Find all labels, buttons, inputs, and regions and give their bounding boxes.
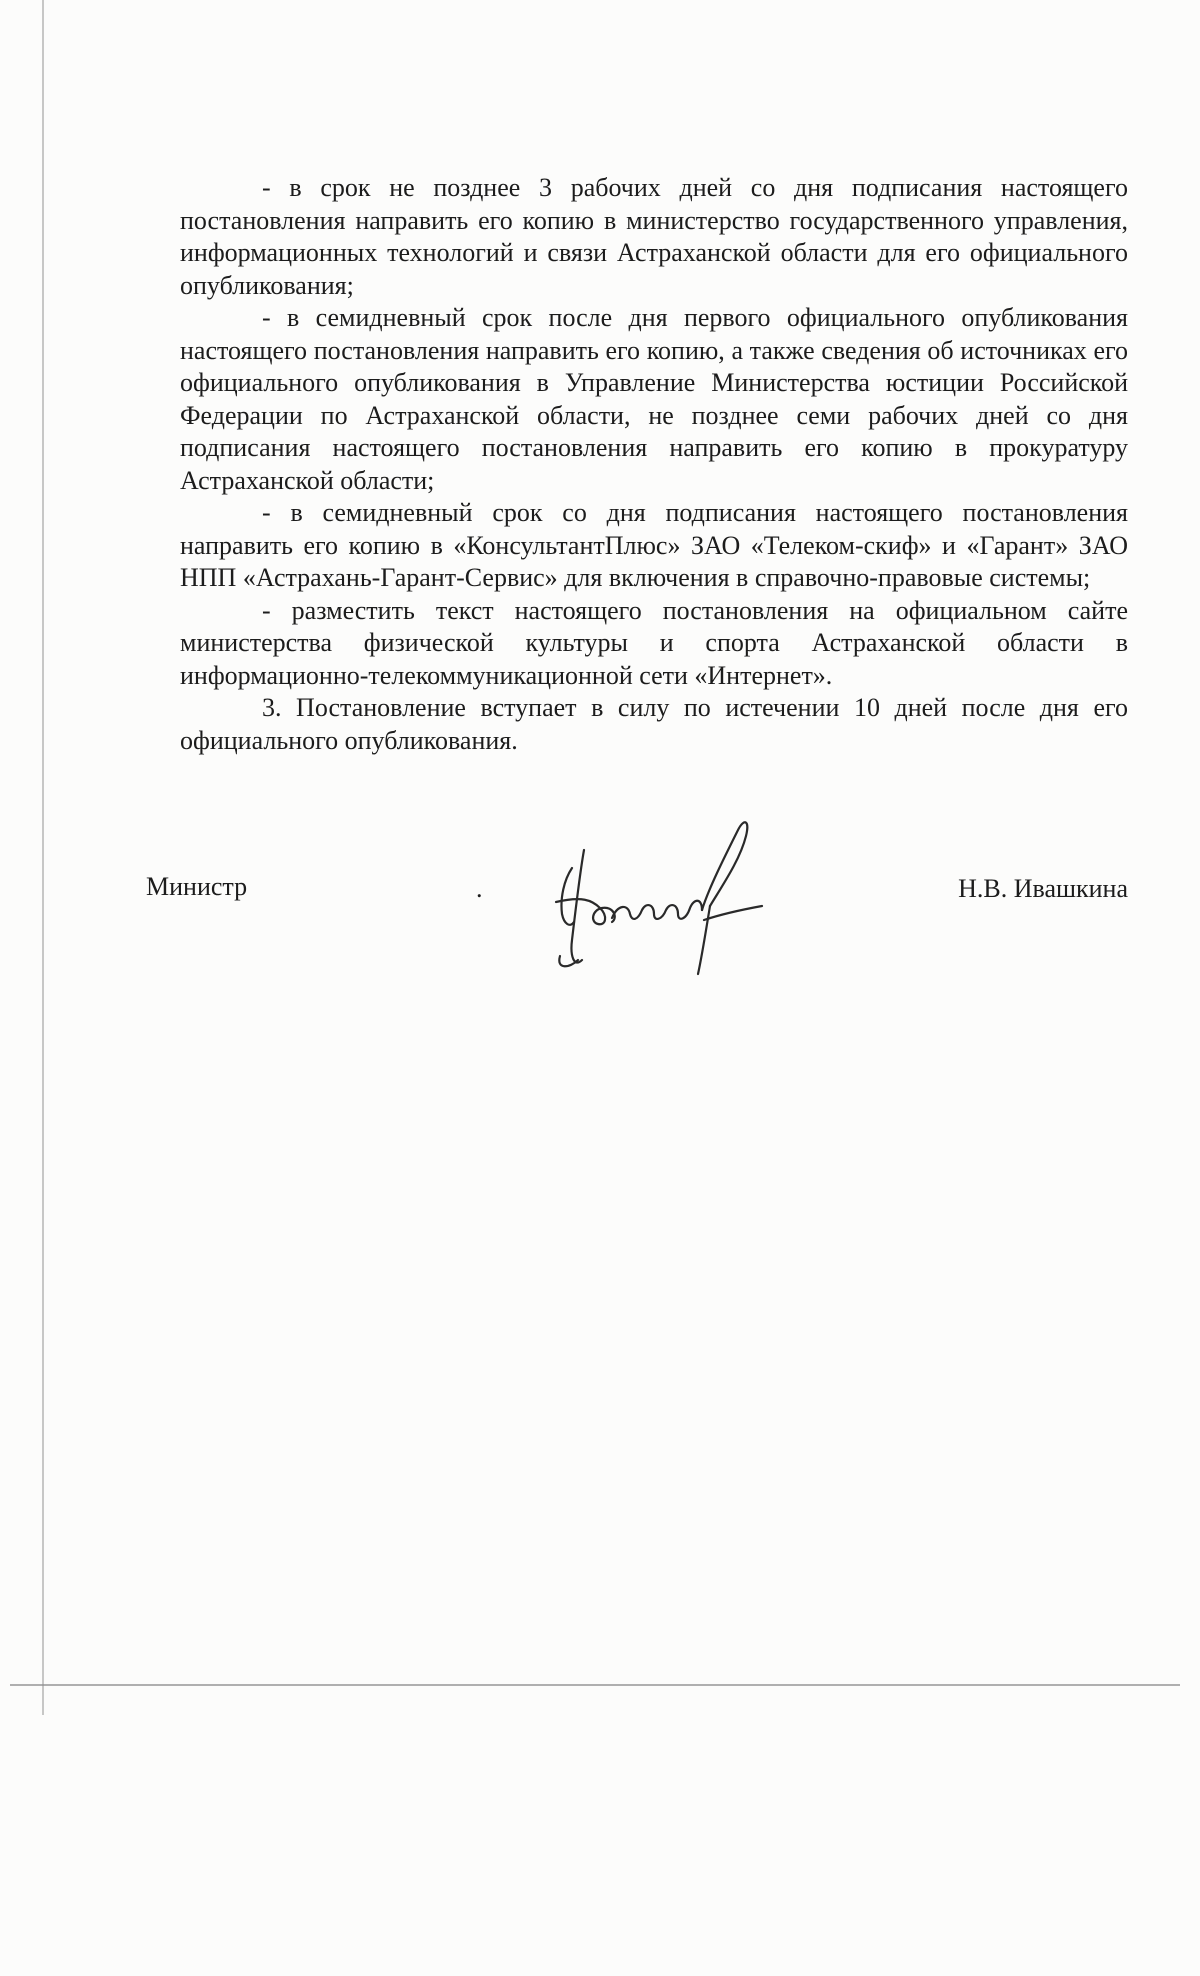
- paragraph-justice-ministry-copy: - в семидневный срок после дня первого официального опубликования настоящего постановления направить его копию, а также сведения об источниках его официального опубликования в Управление Министерства юстиции Российской Федерации по Астраханской области, не позднее семи рабочих дней со дня подписания настоящего постановления направить его копию в прокуратуру Астраханской области;: [180, 303, 1128, 495]
- handwritten-signature-icon: [526, 810, 786, 980]
- paragraph-legal-systems-copy: - в семидневный срок со дня подписания настоящего постановления направить его копию в «КонсультантПлюс» ЗАО «Телеком-скиф» и «Гарант» ЗАО НПП «Астрахань-Гарант-Сервис» для включения в справочно-правовые системы;: [180, 498, 1128, 592]
- scan-left-edge: [42, 0, 44, 1715]
- scan-fold-line: [10, 1684, 1180, 1686]
- signature-dot: .: [476, 874, 483, 903]
- paragraph-website-posting: - разместить текст настоящего постановления на официальном сайте министерства физической культуры и спорта Астраханской области в информационно-телекоммуникационной сети «Интернет».: [180, 595, 1128, 690]
- paragraph-effective-date: 3. Постановление вступает в силу по истечении 10 дней после дня его официального опубликования.: [180, 693, 1128, 755]
- signatory-title: Министр: [146, 872, 248, 901]
- signature-block: [146, 810, 1128, 980]
- signatory-name: Н.В. Ивашкина: [958, 874, 1128, 903]
- document-body: [180, 172, 1128, 757]
- paragraph-publication-copy: - в срок не позднее 3 рабочих дней со дня подписания настоящего постановления направить его копию в министерство государственного управления, информационных технологий и связи Астраханской области для его официального опубликования;: [180, 173, 1128, 300]
